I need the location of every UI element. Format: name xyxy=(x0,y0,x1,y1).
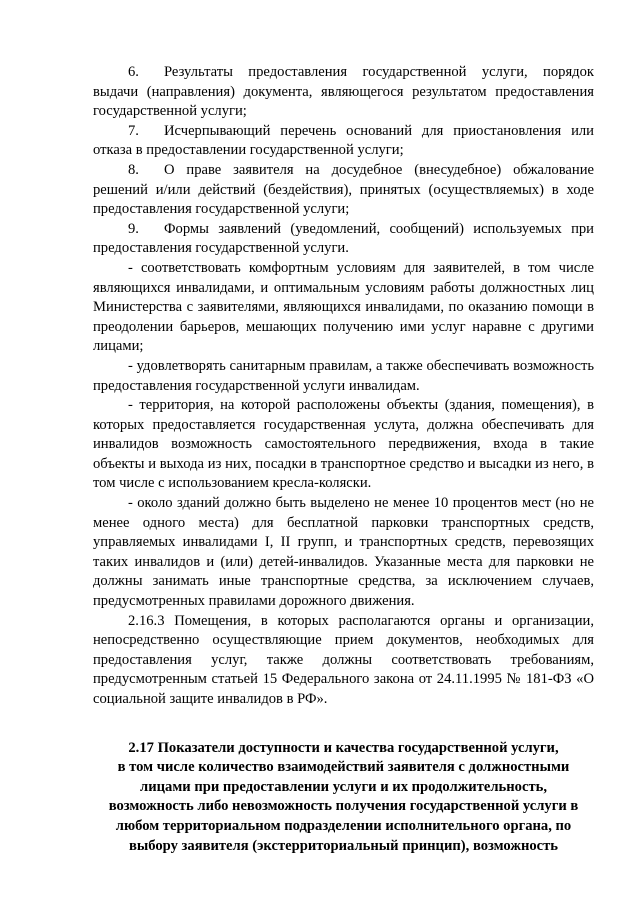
heading-line: любом территориальном подразделении исполнительного органа, по xyxy=(115,817,572,834)
paragraph-territory: - территория, на которой расположены объекты (здания, помещения), в которых предоставляется государственная услута, должна обеспечивать для инвалидов возможность самостоятельного передвижения, входа в такие объекты и выхода из них, посадки в транспортное средство и высадки из него, в том числе с использованием кресла-коляски. xyxy=(93,397,594,492)
paragraph-2-16-3: 2.16.3 Помещения, в которых располагаются органы и организации, непосредственно осуществляющие прием документов, необходимых для предоставления услуг, также должны соответствовать требованиям, предусмотренным статьей 15 Федерального закона от 24.11.1995 № 181-ФЗ «О социальной защите инвалидов в РФ». xyxy=(93,612,594,707)
section-heading-2-17 xyxy=(93,739,594,857)
list-item-7 xyxy=(93,122,594,161)
heading-line: лицами при предоставлении услуги и их продолжительность, xyxy=(140,778,547,795)
list-item-9 xyxy=(93,220,594,259)
list-item-text: Исчерпывающий перечень оснований для приостановления или отказа в предоставлении государственной услуги; xyxy=(93,122,594,159)
list-item-text: О праве заявителя на досудебное (внесудебное) обжалование решений и/или действий (бездействия), принятых (осуществляемых) в ходе предоставления государственной услуги; xyxy=(93,161,594,218)
list-item-text: Формы заявлений (уведомлений, сообщений) используемых при предоставления государственной услуги. xyxy=(93,220,594,257)
list-item-text: Результаты предоставления государственной услуги, порядок выдачи (направления) документа, являющегося результатом предоставления государственной услуги; xyxy=(93,64,594,120)
heading-line: выбору заявителя (экстерриториальный принцип), возможность xyxy=(128,837,559,854)
paragraph-comfort-conditions: - соответствовать комфортным условиям для заявителей, в том числе являющихся инвалидами, и оптимальным условиям работы должностных лиц Министерства с заявителями, являющихся инвалидами, по оказанию помощи в преодолении барьеров, мешающих получению ими услуг наравне с другими лицами; xyxy=(93,259,594,355)
document-body xyxy=(93,63,594,856)
list-item-8 xyxy=(93,161,594,220)
heading-line: возможность либо невозможность получения государственной услуги в xyxy=(108,798,579,815)
list-item-number: 8. xyxy=(128,161,139,178)
list-item-number: 9. xyxy=(128,220,139,237)
heading-line: 2.17 Показатели доступности и качества государственной услуги, xyxy=(128,739,559,756)
list-item-number: 6. xyxy=(128,64,139,80)
paragraph-parking: - около зданий должно быть выделено не менее 10 процентов мест (но не менее одного места) для бесплатной парковки транспортных средств, управляемых инвалидами I, II групп, и транспортных средств, перевозящих таких инвалидов и (или) детей-инвалидов. Указанные места для парковки не должны занимать иные транспортные средства, за исключением случаев, предусмотренных правилами дорожного движения. xyxy=(93,495,594,610)
paragraph-sanitary-rules: - удовлетворять санитарным правилам, а также обеспечивать возможность предоставления государственной услуги инвалидам. xyxy=(93,357,594,394)
list-item-6 xyxy=(93,63,594,122)
list-item-number: 7. xyxy=(128,122,139,139)
heading-line: в том числе количество взаимодействий заявителя с должностными xyxy=(117,759,570,776)
